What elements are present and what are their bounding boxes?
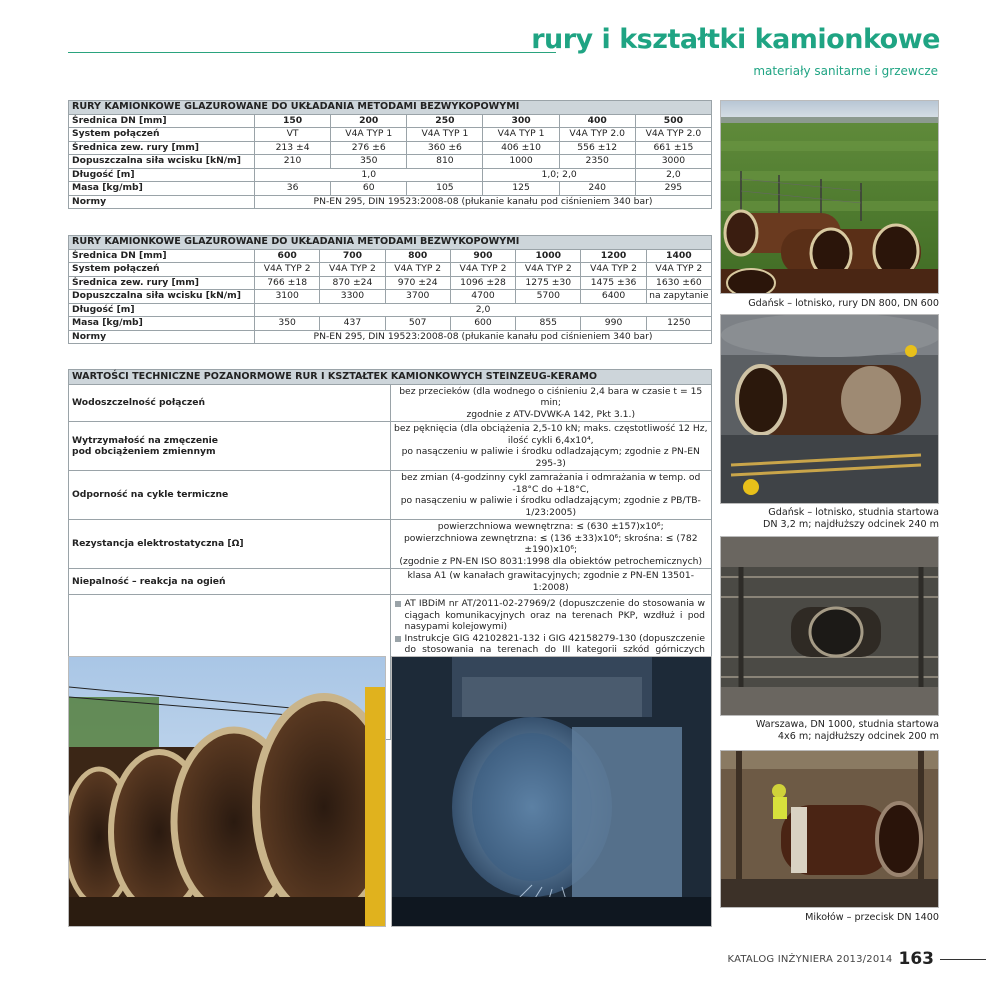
header-rule xyxy=(68,52,556,53)
photo-pipes-stacked xyxy=(68,656,386,927)
photo-pipe-grinding xyxy=(391,656,712,927)
table-row: Wytrzymałość na zmęczenie pod obciążeniem zmiennym bez pęknięcia (dla obciążenia 2,5-10 kN; maks. częstotliwość 12 Hz, ilość cykli 6,4x10⁴, po nasączeniu w paliwie i środku odladzającym; zgodnie z PN-EN 295-3) xyxy=(69,422,712,471)
airport-pipes-illustration xyxy=(721,101,939,294)
pipe-grinding-illustration xyxy=(392,657,712,927)
table-row: Dopuszczalna siła wcisku [kN/m] 3100 3300 3700 4700 5700 6400 na zapytanie xyxy=(69,290,712,304)
table-row: Średnica zew. rury [mm] 213 ±4 276 ±6 360 ±6 406 ±10 556 ±12 661 ±15 xyxy=(69,141,712,155)
catalog-name: KATALOG INŻYNIERA 2013/2014 xyxy=(727,953,893,965)
pipes-stacked-illustration xyxy=(69,657,386,927)
table-title: WARTOŚCI TECHNICZNE POZANORMOWE RUR I KSZTAŁTEK KAMIONKOWYCH STEINZEUG-KERAMO xyxy=(69,370,712,385)
photo-mikolow-jacking xyxy=(720,750,939,908)
table-row: Normy PN-EN 295, DIN 19523:2008-08 (płukanie kanału pod ciśnieniem 340 bar) xyxy=(69,195,712,209)
caption-mikolow-jacking: Mikołów – przecisk DN 1400 xyxy=(805,912,939,923)
table-row: Średnica zew. rury [mm] 766 ±18 870 ±24 970 ±24 1096 ±28 1275 ±30 1475 ±36 1630 ±60 xyxy=(69,276,712,290)
page-footer xyxy=(728,949,935,969)
table-row: Średnica DN [mm] 600 700 800 900 1000 1200 1400 xyxy=(69,249,712,263)
table-row: Normy PN-EN 295, DIN 19523:2008-08 (płukanie kanału pod ciśnieniem 340 bar) xyxy=(69,330,712,344)
table-row: System połączeń V4A TYP 2 V4A TYP 2 V4A TYP 2 V4A TYP 2 V4A TYP 2 V4A TYP 2 V4A TYP 2 xyxy=(69,263,712,277)
photo-airport-pipes xyxy=(720,100,939,294)
page-subtitle: materiały sanitarne i grzewcze xyxy=(753,64,938,78)
table-row: Wodoszczelność połączeń bez przecieków (dla wodnego o ciśnieniu 2,4 bara w czasie t = 15 min; zgodnie z ATV-DVWK-A 142, Pkt 3.1.) xyxy=(69,384,712,422)
footer-rule xyxy=(940,959,986,960)
table-row: Rezystancja elektrostatyczna [Ω] powierzchniowa wewnętrzna: ≤ (630 ±157)x10⁶; powierzchniowa zewnętrzna: ≤ (136 ±33)x10⁶; skrośna: ≤ (782 ±190)x10⁶; (zgodnie z PN-EN ISO 8031:1998 dla obiektów petrochemicznych) xyxy=(69,520,712,569)
page-number: 163 xyxy=(898,949,934,969)
pipe-spec-table-large xyxy=(68,235,712,344)
table-row: Dopuszczalna siła wcisku [kN/m] 210 350 810 1000 2350 3000 xyxy=(69,155,712,169)
page-title: rury i kształtki kamionkowe xyxy=(531,24,940,55)
table-row: Niepalność – reakcja na ogień klasa A1 (w kanałach grawitacyjnych; zgodnie z PN-EN 13501-1:2008) xyxy=(69,569,712,595)
caption-warsaw-shaft: Warszawa, DN 1000, studnia startowa 4x6 m; najdłuższy odcinek 200 m xyxy=(755,719,939,742)
table-row: Długość [m] 1,0 1,0; 2,0 2,0 xyxy=(69,168,712,182)
airport-shaft-illustration xyxy=(721,315,939,504)
table-row: Masa [kg/mb] 350 437 507 600 855 990 1250 xyxy=(69,317,712,331)
photo-airport-shaft xyxy=(720,314,939,504)
table-row: System połączeń VT V4A TYP 1 V4A TYP 1 V4A TYP 1 V4A TYP 2.0 V4A TYP 2.0 xyxy=(69,128,712,142)
list-item: Instrukcje GIG 42102821-132 i GIG 42158279-130 (dopuszczenie do stosowania na terenach do III kategorii szkód górniczych xyxy=(395,633,706,668)
list-item: AT IBDiM nr AT/2011-02-27969/2 (dopuszczenie do stosowania w ciągach komunikacyjnych oraz na terenach PKP, wzdłuż i pod nasypami kolejowymi) xyxy=(395,598,706,633)
photo-warsaw-shaft xyxy=(720,536,939,716)
mikolow-jacking-illustration xyxy=(721,751,939,908)
warsaw-shaft-illustration xyxy=(721,537,939,716)
caption-airport-shaft: Gdańsk – lotnisko, studnia startowa DN 3,2 m; najdłuższy odcinek 240 m xyxy=(762,507,939,530)
pipe-spec-table-small xyxy=(68,100,712,209)
table-row: Odporność na cykle termiczne bez zmian (4-godzinny cykl zamrażania i odmrażania w temp. od -18°C do +18°C, po nasączeniu w paliwie i środku odladzającym; zgodnie z PB/TB-1/23:2005) xyxy=(69,471,712,520)
table-row: Średnica DN [mm] 150 200 250 300 400 500 xyxy=(69,114,712,128)
table-row: Długość [m] 2,0 xyxy=(69,303,712,317)
table-title: RURY KAMIONKOWE GLAZUROWANE DO UKŁADANIA METODAMI BEZWYKOPOWYMI xyxy=(69,236,712,250)
table-row: Masa [kg/mb] 36 60 105 125 240 295 xyxy=(69,182,712,196)
table-title: RURY KAMIONKOWE GLAZUROWANE DO UKŁADANIA METODAMI BEZWYKOPOWYMI xyxy=(69,101,712,115)
caption-airport-pipes: Gdańsk – lotnisko, rury DN 800, DN 600 xyxy=(748,298,939,309)
